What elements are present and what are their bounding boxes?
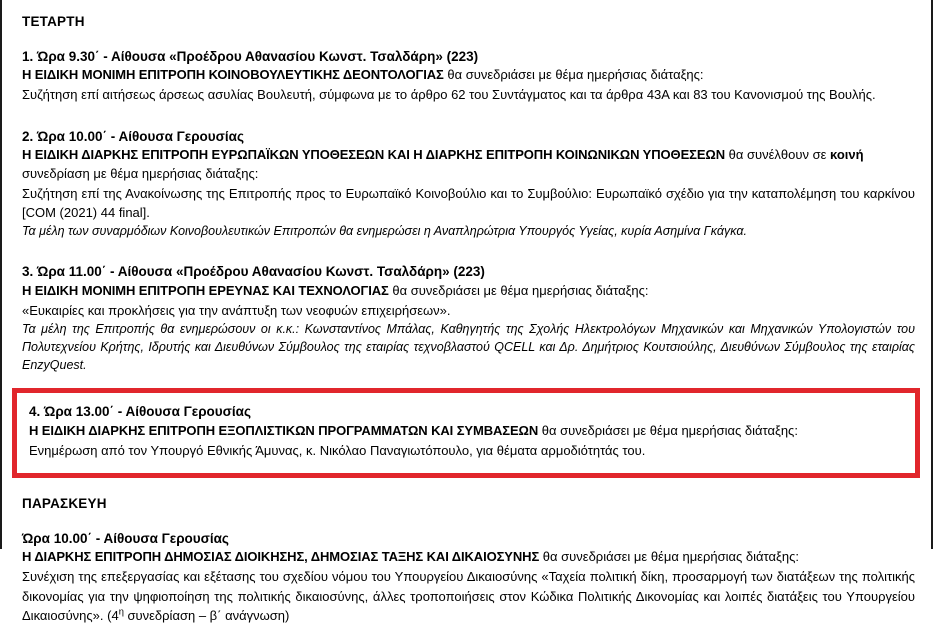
agenda-entry-1-body: Συζήτηση επί αιτήσεως άρσεως ασυλίας Βουλευτή, σύμφωνα με το άρθρο 62 του Συντάγματος και τα άρθρα 43Α και 83 του Κανονισμού της Βουλής. xyxy=(22,87,876,103)
agenda-entry-4-committee-suffix: θα συνεδριάσει με θέμα ημερήσιας διάταξης: xyxy=(538,422,798,438)
agenda-entry-2-committee-suffix-2: συνεδρίαση με θέμα ημερήσιας διάταξης: xyxy=(22,165,259,181)
agenda-entry-1-title: 1. Ώρα 9.30΄ - Αίθουσα «Προέδρου Αθανασίου Κωνστ. Τσαλδάρη» (223) xyxy=(22,48,479,64)
agenda-entry-3 xyxy=(22,262,915,374)
agenda-entry-4-title: 4. Ώρα 13.00΄ - Αίθουσα Γερουσίας xyxy=(29,404,251,420)
agenda-entry-2-note: Τα μέλη των συναρμόδιων Κοινοβουλευτικών Επιτροπών θα ενημερώσει η Αναπληρώτρια Υπουργός Υγείας, κυρία Ασημίνα Γκάγκα. xyxy=(22,224,747,239)
agenda-entry-4-committee xyxy=(29,422,905,441)
document-content xyxy=(2,0,931,625)
agenda-entry-3-body: «Ευκαιρίες και προκλήσεις για την ανάπτυξη των νεοφυών επιχειρήσεων». xyxy=(22,302,451,318)
agenda-entry-2-joint-word: κοινή xyxy=(830,147,864,163)
agenda-entry-friday-1-committee xyxy=(22,548,915,567)
agenda-entry-friday-1-body-part2: συνεδρίαση – β΄ ανάγνωση) xyxy=(123,607,290,623)
agenda-entry-friday-1-committee-suffix: θα συνεδριάσει με θέμα ημερήσιας διάταξης: xyxy=(539,549,799,565)
agenda-entry-2-committee-name: Η ΕΙΔΙΚΗ ΔΙΑΡΚΗΣ ΕΠΙΤΡΟΠΗ ΕΥΡΩΠΑΪΚΩΝ ΥΠΟΘΕΣΕΩΝ ΚΑΙ Η ΔΙΑΡΚΗΣ ΕΠΙΤΡΟΠΗ ΚΟΙΝΩΝΙΚΩΝ ΥΠΟΘΕΣΕΩΝ xyxy=(22,147,726,163)
agenda-entry-1-committee-suffix: θα συνεδριάσει με θέμα ημερήσιας διάταξης: xyxy=(443,67,704,83)
entry-spacer xyxy=(22,113,915,127)
agenda-entry-1-committee xyxy=(22,66,915,85)
agenda-entry-friday-1-body xyxy=(22,567,915,625)
agenda-entry-friday-1-title: Ώρα 10.00΄ - Αίθουσα Γερουσίας xyxy=(22,530,229,546)
day-heading-friday: ΠΑΡΑΣΚΕΥΗ xyxy=(22,496,107,512)
day-heading-wednesday: ΤΕΤΑΡΤΗ xyxy=(22,14,85,29)
day-spacer xyxy=(22,478,915,496)
agenda-entry-friday-1 xyxy=(22,529,915,625)
agenda-entry-friday-1-committee-name: Η ΔΙΑΡΚΗΣ ΕΠΙΤΡΟΠΗ ΔΗΜΟΣΙΑΣ ΔΙΟΙΚΗΣΗΣ, ΔΗΜΟΣΙΑΣ ΤΑΞΗΣ ΚΑΙ ΔΙΚΑΙΟΣΥΝΗΣ xyxy=(22,549,540,565)
agenda-entry-2 xyxy=(22,127,915,241)
highlighted-agenda-entry-4 xyxy=(12,388,920,478)
agenda-entry-2-committee xyxy=(22,146,915,184)
agenda-entry-2-committee-suffix: θα συνέλθουν σε xyxy=(725,147,831,163)
agenda-entry-friday-1-body-part1: Συνέχιση της επεξεργασίας και εξέτασης του σχεδίου νόμου του Υπουργείου Δικαιοσύνης «Ταχεία πολιτική δίκη, προσαρμογή των διατάξεων της πολιτικής δικονομίας για την ψηφιοποίηση της πολιτικής δικαιοσύνης, άλλες τροποποιήσεις στον Κώδικα Πολιτικής Δικονομίας και λοιπές διατάξεις του Υπουργείου Δικαιοσύνης». (4 xyxy=(22,569,915,623)
entry-spacer xyxy=(22,248,915,262)
agenda-entry-4-body: Ενημέρωση από τον Υπουργό Εθνικής Άμυνας, κ. Νικόλαο Παναγιωτόπουλο, για θέματα αρμοδιότητάς του. xyxy=(29,442,646,458)
agenda-entry-4-committee-name: Η ΕΙΔΙΚΗ ΔΙΑΡΚΗΣ ΕΠΙΤΡΟΠΗ ΕΞΟΠΛΙΣΤΙΚΩΝ ΠΡΟΓΡΑΜΜΑΤΩΝ ΚΑΙ ΣΥΜΒΑΣΕΩΝ xyxy=(29,422,539,438)
agenda-entry-1 xyxy=(22,47,915,105)
agenda-entry-2-body: Συζήτηση επί της Ανακοίνωσης της Επιτροπής προς το Ευρωπαϊκό Κοινοβούλιο και το Συμβούλιο: Ευρωπαϊκό σχέδιο για την καταπολέμηση του καρκίνου [COM (2021) 44 final]. xyxy=(22,185,915,220)
agenda-entry-2-title: 2. Ώρα 10.00΄ - Αίθουσα Γερουσίας xyxy=(22,128,244,144)
agenda-entry-3-note: Τα μέλη της Επιτροπής θα ενημερώσουν οι κ.κ.: Κωνσταντίνος Μπάλας, Καθηγητής της Σχολής Ηλεκτρολόγων Μηχανικών και Μηχανικών Υπολογιστών του Πολυτεχνείου Κρήτης, Ιδρυτής και Διευθύνων Σύμβουλος της εταιρίας τεχνοβλαστού QCELL και Δρ. Δημήτριος Κουτσιούλης, Διευθύνων Σύμβουλος της εταιρίας EnzyQuest. xyxy=(22,322,915,373)
agenda-entry-3-committee xyxy=(22,282,915,301)
agenda-entry-1-committee-name: Η ΕΙΔΙΚΗ ΜΟΝΙΜΗ ΕΠΙΤΡΟΠΗ ΚΟΙΝΟΒΟΥΛΕΥΤΙΚΗΣ ΔΕΟΝΤΟΛΟΓΙΑΣ xyxy=(22,67,444,83)
session-ordinal-suffix: η xyxy=(118,606,124,617)
agenda-entry-3-title: 3. Ώρα 11.00΄ - Αίθουσα «Προέδρου Αθανασίου Κωνστ. Τσαλδάρη» (223) xyxy=(22,264,485,280)
agenda-entry-3-committee-name: Η ΕΙΔΙΚΗ ΜΟΝΙΜΗ ΕΠΙΤΡΟΠΗ ΕΡΕΥΝΑΣ ΚΑΙ ΤΕΧΝΟΛΟΓΙΑΣ xyxy=(22,282,389,298)
agenda-entry-3-committee-suffix: θα συνεδριάσει με θέμα ημερήσιας διάταξης: xyxy=(388,282,649,298)
